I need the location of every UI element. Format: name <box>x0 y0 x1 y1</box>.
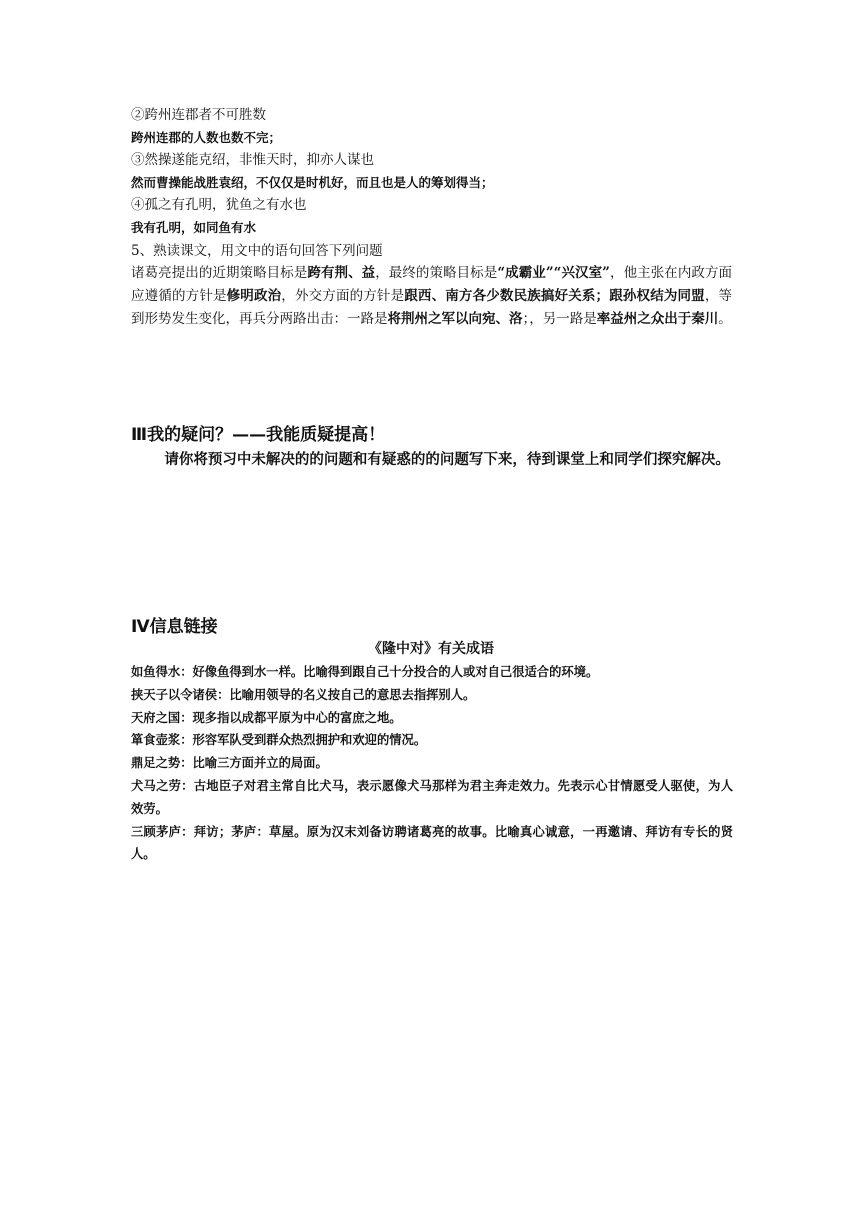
answer-bold: 跨有荆、益 <box>307 265 376 282</box>
answer-text: ；，另一路是 <box>522 310 597 327</box>
section-3-heading: Ⅲ我的疑问？——我能质疑提高！ <box>131 425 386 445</box>
idioms-subtitle: 《隆中对》有关成语 <box>368 641 494 657</box>
answer-text: ，最终的策略目标是 <box>375 265 498 282</box>
idiom-item: 鼎足之势：比喻三方面并立的局面。 <box>131 755 328 771</box>
idiom-list <box>131 661 733 866</box>
section-3-instruction: 请你将预习中未解决的的问题和有疑惑的的问题写下来，待到课堂上和同学们探究解决。 <box>164 452 730 468</box>
question-5-answer <box>131 262 732 330</box>
answer-text: 。 <box>718 310 732 327</box>
answer-bold: 率益州之众出于秦川 <box>596 310 719 327</box>
section-4-heading: Ⅳ信息链接 <box>131 617 218 637</box>
answer-bold: 修明政治 <box>226 287 282 304</box>
answer-4: 我有孔明，如同鱼有水 <box>131 219 257 235</box>
question-3: ③然操遂能克绍，非惟天时，抑亦人谋也 <box>131 152 374 169</box>
idiom-item: 三顾茅庐：拜访；茅庐：草屋。原为汉末刘备访聘诸葛亮的故事。比喻真心诚意，一再邀请、拜访有专长的贤人。 <box>131 823 733 862</box>
question-2: ②跨州连郡者不可胜数 <box>131 107 266 123</box>
answer-bold: “成霸业”“兴汉室” <box>497 265 610 282</box>
idiom-item: 犬马之劳：古地臣子对君主常自比犬马，表示愿像犬马那样为君主奔走效力。先表示心甘情愿受人驱使，为人效劳。 <box>131 777 733 816</box>
answer-text: ，等到形势发生变化，再兵分两路出击：一路是 <box>131 287 733 327</box>
answer-3: 然而曹操能战胜袁绍，不仅仅是时机好，而且也是人的筹划得当； <box>131 174 494 190</box>
question-4: ④孤之有孔明，犹鱼之有水也 <box>131 197 307 214</box>
translation-answers <box>131 104 731 331</box>
answer-bold: 将荆州之军以向宛、洛 <box>387 310 523 327</box>
idiom-item: 箪食壶浆：形容军队受到群众热烈拥护和欢迎的情况。 <box>131 732 427 748</box>
idiom-item: 如鱼得水：好像鱼得到水一样。比喻得到跟自己十分投合的人或对自己很适合的环境。 <box>131 664 599 679</box>
answer-text: ，外交方面的方针是 <box>281 287 405 304</box>
answer-text: 诸葛亮提出的近期策略目标是 <box>131 265 308 282</box>
answer-bold: 跟西、南方各少数民族搞好关系；跟孙权结为同盟 <box>404 287 705 304</box>
idiom-item: 天府之国：现多指以成都平原为中心的富庶之地。 <box>131 709 402 725</box>
idiom-item: 挟天子以令诸侯：比喻用领导的名义按自己的意思去指挥别人。 <box>131 686 476 702</box>
question-5-title: 5、熟读课文，用文中的语句回答下列问题 <box>131 242 383 259</box>
answer-text: ，他主张在内政方面应遵循的方针是 <box>131 265 733 304</box>
answer-2: 跨州连郡的人数也数不完； <box>131 129 282 145</box>
